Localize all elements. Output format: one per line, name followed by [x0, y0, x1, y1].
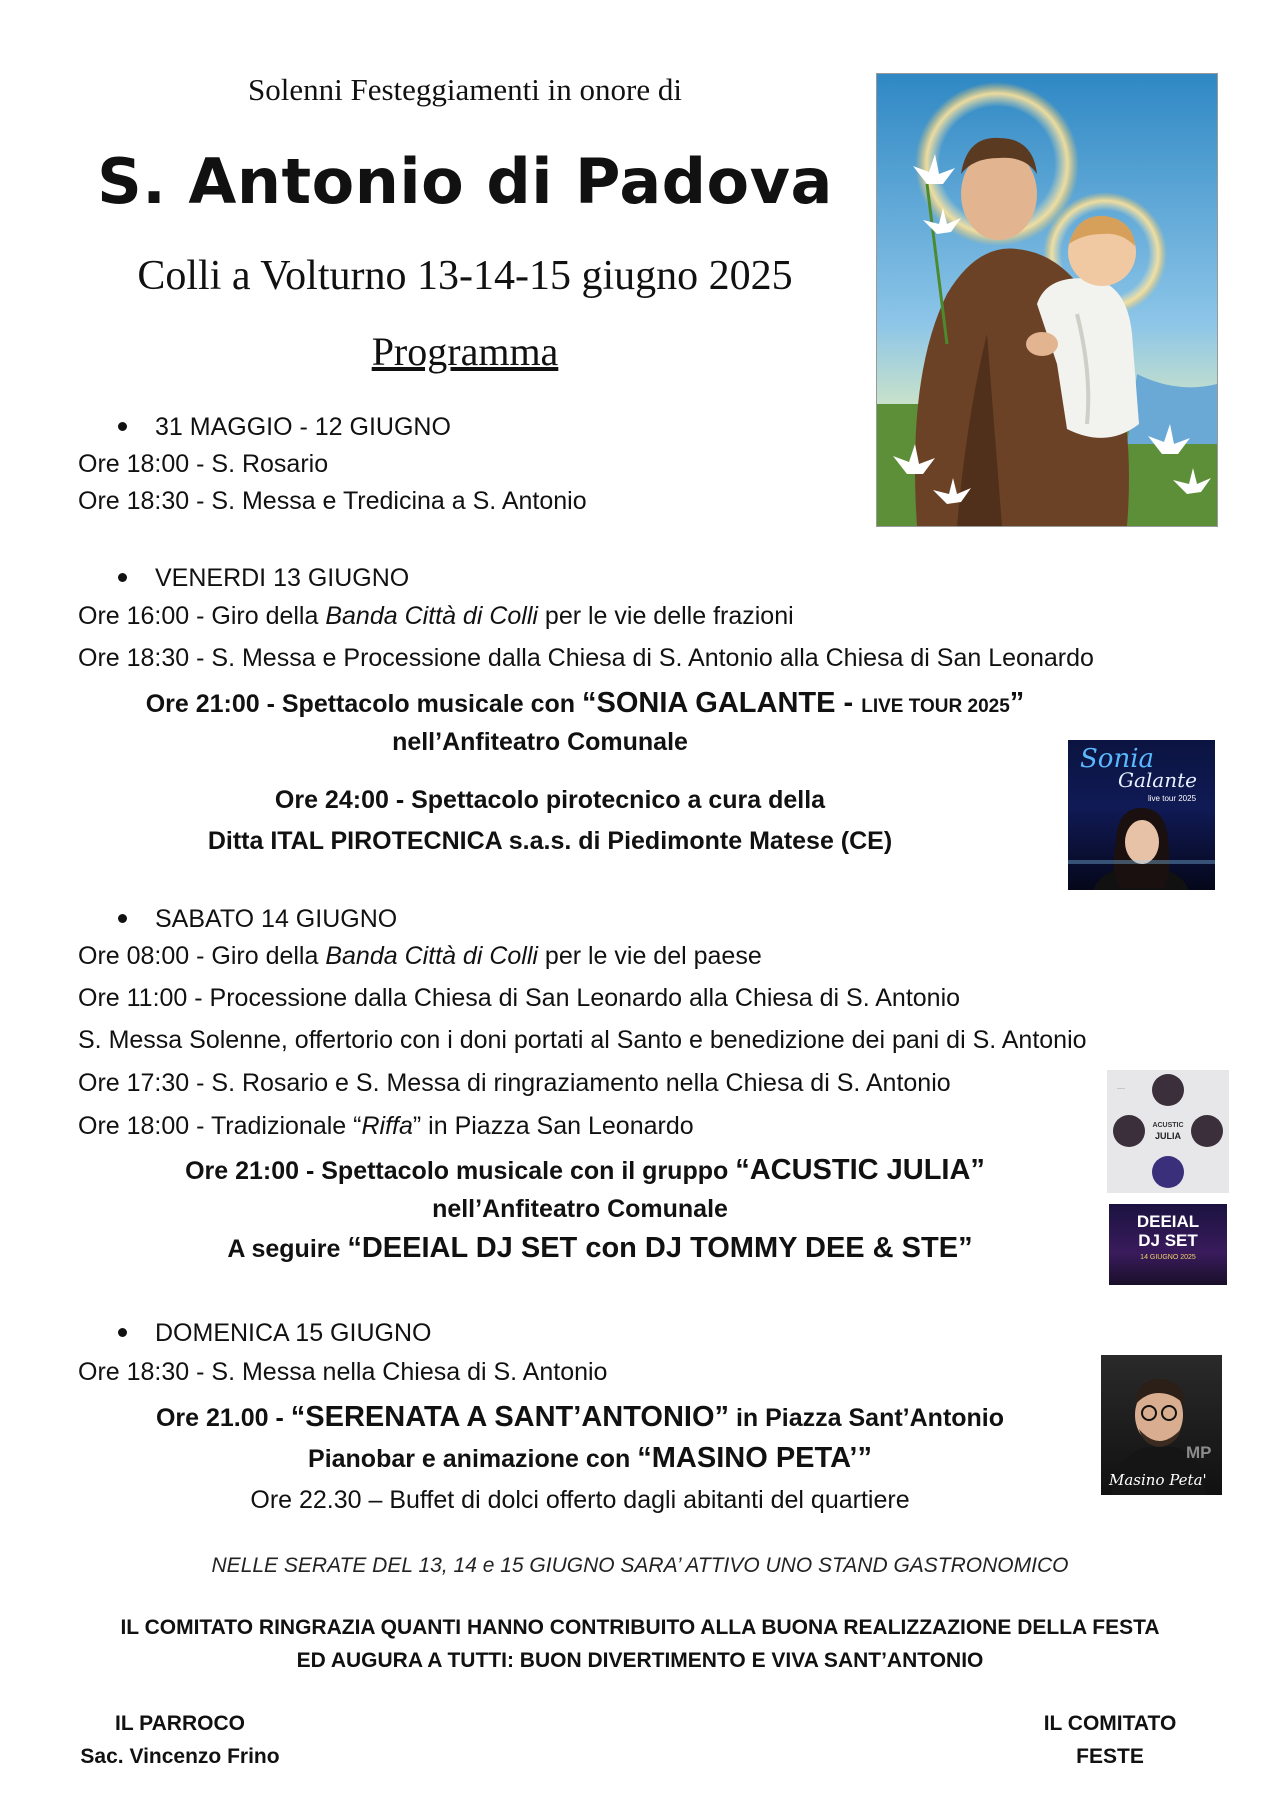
venue-line: nell’Anfiteatro Comunale — [432, 1195, 728, 1223]
dj-set-line — [100, 1233, 1100, 1264]
serenata-line — [60, 1402, 1100, 1433]
bullet-icon — [118, 422, 127, 431]
schedule-line — [78, 941, 762, 971]
fireworks-line: Ditta ITAL PIROTECNICA s.a.s. di Piedimonte Matese (CE) — [207, 827, 893, 855]
poster-initials: MP — [1186, 1443, 1212, 1462]
text: ” — [1009, 687, 1025, 719]
poster-title: DJ SET — [1138, 1231, 1198, 1250]
comitato-title: IL COMITATO — [1043, 1712, 1177, 1735]
bullet-icon — [118, 573, 127, 582]
event-subtitle: Colli a Volturno 13-14-15 giugno 2025 — [137, 253, 793, 299]
tour-name: LIVE TOUR 2025 — [861, 696, 1010, 717]
concert-line — [60, 688, 1110, 722]
artist-name: “ACUSTIC JULIA” — [735, 1154, 985, 1186]
masino-peta-poster — [1101, 1355, 1222, 1495]
section-heading-label: SABATO 14 GIUGNO — [155, 905, 398, 933]
poster-date: 14 GIUGNO 2025 — [1140, 1254, 1196, 1261]
poster-tag: live tour 2025 — [1148, 794, 1197, 803]
sonia-galante-poster — [1068, 740, 1215, 890]
poster-title: JULIA — [1154, 1131, 1181, 1141]
saint-anthony-image — [876, 73, 1218, 527]
bullet-icon — [118, 1328, 127, 1337]
parroco-name: Sac. Vincenzo Frino — [80, 1745, 280, 1768]
text: per le vie del paese — [537, 942, 762, 970]
section-heading-label: DOMENICA 15 GIUGNO — [155, 1319, 432, 1347]
programma-heading: Programma — [371, 329, 559, 374]
fireworks-line: Ore 24:00 - Spettacolo pirotecnico a cura della — [274, 786, 826, 814]
stand-notice: NELLE SERATE DEL 13, 14 e 15 GIUGNO SARA’ ATTIVO UNO STAND GASTRONOMICO — [211, 1554, 1069, 1577]
artist-name: “SONIA GALANTE - — [581, 687, 862, 719]
section-heading-3 — [118, 904, 397, 934]
poster-title: DEEIAL — [1136, 1212, 1200, 1231]
schedule-line: Ore 11:00 - Processione dalla Chiesa di San Leonardo alla Chiesa di S. Antonio — [78, 984, 961, 1012]
svg-text:····: ···· — [1117, 1086, 1125, 1092]
section-heading-label: VENERDI 13 GIUGNO — [155, 564, 410, 592]
parroco-title: IL PARROCO — [115, 1712, 245, 1735]
comitato-name: FESTE — [1076, 1745, 1144, 1768]
text: Ore 21.00 - — [155, 1404, 291, 1432]
text: Pianobar e animazione con — [308, 1445, 638, 1473]
section-heading-1 — [118, 412, 451, 442]
saint-anthony-with-child-icon — [877, 74, 1217, 526]
text: Ore 08:00 - Giro della — [78, 942, 326, 970]
thanks-line-2: ED AUGURA A TUTTI: BUON DIVERTIMENTO E VIVA SANT’ANTONIO — [296, 1649, 984, 1672]
text: ” in Piazza San Leonardo — [412, 1112, 694, 1140]
band-name: Banda Città di Colli — [325, 602, 538, 630]
page-title: S. Antonio di Padova — [97, 145, 833, 218]
text: Ore 21:00 - Spettacolo musicale con il gruppo — [185, 1157, 736, 1185]
poster-title: Sonia — [1080, 744, 1155, 774]
acustic-julia-poster — [1107, 1070, 1229, 1193]
bullet-icon — [118, 914, 127, 923]
schedule-line: Ore 17:30 - S. Rosario e S. Messa di ringraziamento nella Chiesa di S. Antonio — [78, 1069, 951, 1097]
section-heading-4 — [118, 1318, 431, 1348]
poster-title: ACUSTIC — [1152, 1122, 1184, 1129]
section-heading-label: 31 MAGGIO - 12 GIUGNO — [155, 413, 451, 441]
text: Ore 21:00 - Spettacolo musicale con — [145, 690, 582, 718]
concert-line — [60, 1155, 1110, 1186]
schedule-line: Ore 18:30 - S. Messa e Processione dalla Chiesa di S. Antonio alla Chiesa di San Leonardo — [78, 644, 1094, 672]
text: Ore 18:00 - Tradizionale “ — [78, 1112, 362, 1140]
band-name: Banda Città di Colli — [325, 942, 538, 970]
schedule-line: Ore 18:30 - S. Messa nella Chiesa di S. Antonio — [78, 1358, 608, 1386]
text: in Piazza Sant’Antonio — [729, 1404, 1005, 1432]
buffet-line: Ore 22.30 – Buffet di dolci offerto dagli abitanti del quartiere — [250, 1486, 910, 1514]
section-heading-2 — [118, 563, 409, 593]
poster-signature: Masino Peta' — [1109, 1471, 1207, 1489]
venue-line: nell’Anfiteatro Comunale — [392, 728, 688, 756]
text: A seguire — [227, 1235, 348, 1263]
pianobar-line — [120, 1443, 1060, 1474]
riffa: Riffa — [361, 1112, 413, 1140]
dj-name: “DEEIAL DJ SET con DJ TOMMY DEE & STE” — [347, 1232, 973, 1264]
text: Ore 16:00 - Giro della — [78, 602, 326, 630]
event-name: “SERENATA A SANT’ANTONIO” — [290, 1401, 730, 1433]
artist-name: “MASINO PETA’” — [637, 1442, 872, 1474]
pretitle: Solenni Festeggiamenti in onore di — [248, 72, 682, 107]
schedule-line — [78, 1111, 694, 1141]
schedule-line: S. Messa Solenne, offertorio con i doni portati al Santo e benedizione dei pani di S. Antonio — [78, 1026, 1087, 1054]
schedule-line — [78, 601, 794, 631]
schedule-line: Ore 18:30 - S. Messa e Tredicina a S. Antonio — [78, 487, 587, 515]
poster-title: Galante — [1118, 768, 1197, 792]
deeial-dj-set-poster — [1109, 1204, 1227, 1285]
singer-portrait-icon — [1068, 800, 1215, 890]
schedule-line: Ore 18:00 - S. Rosario — [78, 450, 329, 478]
thanks-line-1: IL COMITATO RINGRAZIA QUANTI HANNO CONTRIBUITO ALLA BUONA REALIZZAZIONE DELLA FESTA — [120, 1616, 1160, 1639]
text: per le vie delle frazioni — [537, 602, 794, 630]
